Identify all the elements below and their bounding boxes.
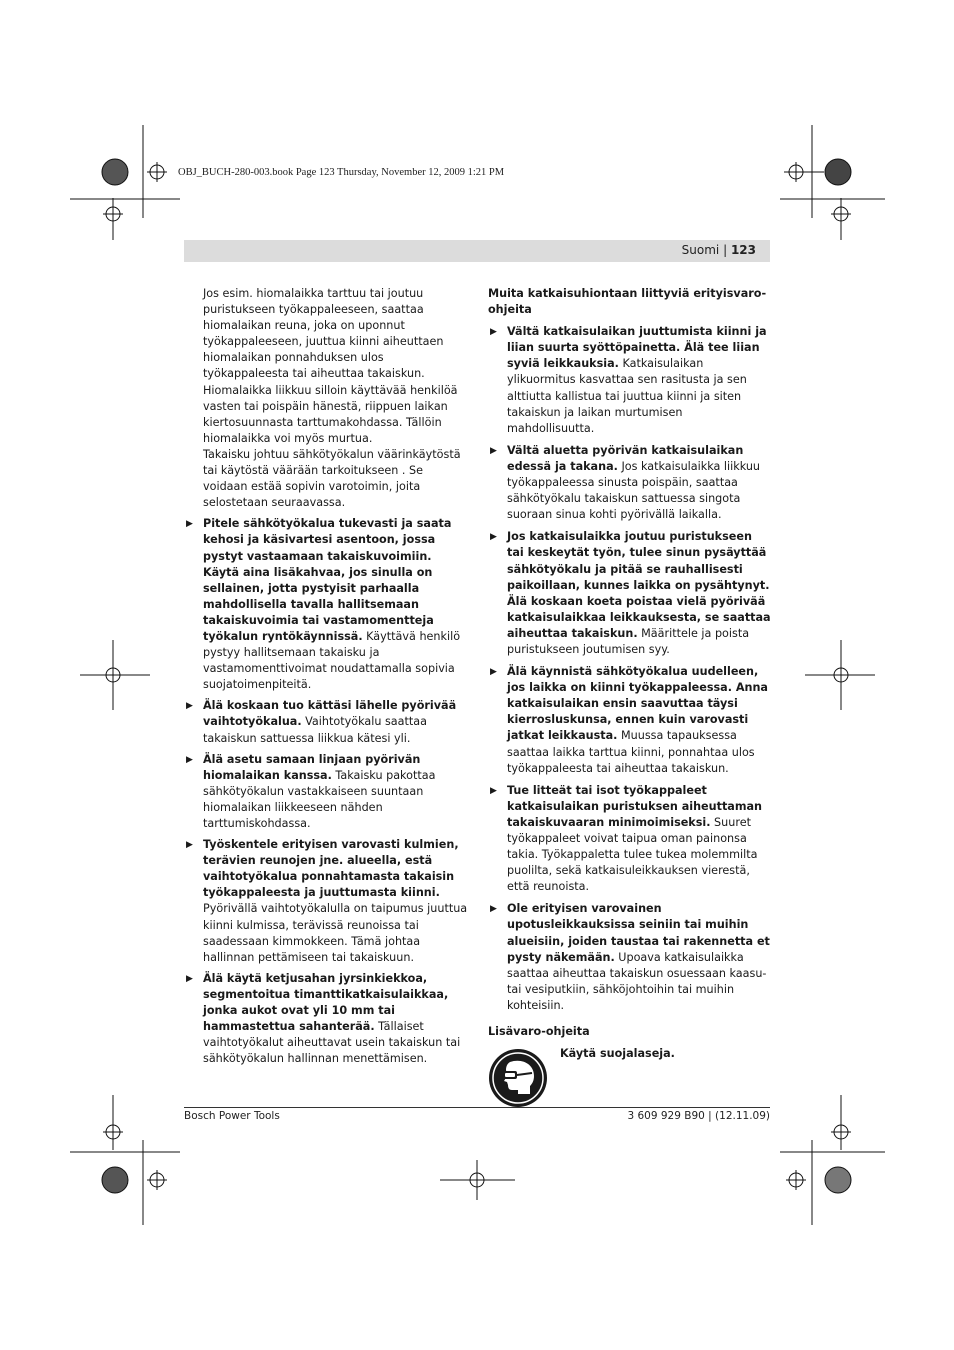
triangle-right-icon: ▶ — [490, 667, 497, 678]
safety-instruction — [488, 664, 772, 777]
safety-instruction — [184, 971, 468, 1068]
triangle-right-icon: ▶ — [490, 785, 497, 796]
safety-instruction — [184, 837, 468, 966]
safety-instruction — [184, 752, 468, 832]
intro-paragraph: Jos esim. hiomalaikka tarttuu tai joutuu puristukseen työkappaleeseen, saattaa hiomalaikan reuna, joka on uponnut työkappaleeseen, juuttua kiinni aiheuttaen hiomalaikan ponnahduksen ulos työkappaleesta tai aiheuttaa takaiskun. Hiomalaikka liikkuu silloin käyttävää henkilöä vasten tai poispäin hänestä, riippuen laikan kiertosuunnasta tarttumakohdassa. Tällöin hiomalaikka voi myös murtua. — [203, 287, 458, 445]
instruction-text: Vaihtotyökalu saattaa takaiskun sattuessa liikkua kätesi yli. — [203, 715, 427, 745]
instruction-text: Pyörivällä vaihtotyökalulla on taipumus juuttua kiinni kulmissa, terävissä reunoissa tai saadessaan kimmokkeen. Tämä johtaa hallinnan pettämiseen tai takaiskuun. — [203, 902, 468, 964]
triangle-right-icon: ▶ — [490, 445, 497, 456]
instruction-text: Upoava katkaisulaikka saattaa aiheuttaa takaiskun osuessaan kaasu- tai vesiputkiin, sähköjohtoihin tai muihin kohteisiin. — [507, 950, 767, 1012]
instruction-text: Katkaisulaikan ylikuormitus kasvattaa sen rasitusta ja sen alttiutta kallistua tai juuttua kiinni ja siten takaiskun ja laikan murtumisen mahdollisuutta. — [507, 357, 747, 435]
instruction-bold: Jos katkaisulaikka joutuu puristukseen tai keskeytät työn, tulee sinun pysäyttää sähkötyökalu ja pitää se rauhallisesti paikoillaan, kunnes laikka on pysähtynyt. Älä koskaan koeta poistaa vielä pyörivää katkaisulaikkaa leikkauksesta, se saattaa aiheuttaa takaiskun. — [507, 530, 771, 640]
triangle-right-icon: ▶ — [186, 754, 193, 765]
safety-instruction — [488, 901, 772, 1014]
safety-instruction — [488, 324, 772, 437]
instruction-text: Käyttävä henkilö pystyy hallitsemaan takaisku ja vastamomenttivoimat noudattamalla sopivia suojatoimenpiteitä. — [203, 629, 461, 692]
safety-instruction — [184, 698, 468, 746]
safety-instruction — [488, 783, 772, 896]
instruction-text: Tällaiset vaihtotyökalut aiheuttavat usein takaiskun tai sähkötyökalun hallinnan menettämisen. — [203, 1020, 461, 1066]
instruction-bold: Ole erityisen varovainen upotusleikkauksissa seiniin tai muihin alueisiin, joiden taustaa tai rakennetta et pysty näkemään. — [507, 902, 770, 964]
triangle-right-icon: ▶ — [490, 904, 497, 915]
instruction-text: Suuret työkappaleet voivat taipua oman painonsa takia. Työkappaletta tulee tukea molemmilta puolilta, sekä katkaisuleikkauksen vierestä, että reunoista. — [507, 815, 758, 894]
safety-instruction — [488, 529, 772, 658]
triangle-right-icon: ▶ — [186, 701, 193, 712]
footer-doc-number: 3 609 929 B90 | (12.11.09) — [627, 1110, 770, 1122]
page-number: 123 — [730, 243, 756, 257]
page-header — [682, 243, 756, 257]
left-column — [184, 286, 468, 1072]
print-file-info: OBJ_BUCH-280-003.book Page 123 Thursday, November 12, 2009 1:21 PM — [178, 167, 505, 178]
triangle-right-icon: ▶ — [490, 327, 497, 338]
goggles-label: Käytä suojalaseja. — [560, 1047, 675, 1061]
triangle-right-icon: ▶ — [490, 532, 497, 543]
footer-divider — [184, 1107, 770, 1108]
instruction-text: Määrittele ja poista puristukseen joutumisen syy. — [507, 626, 750, 656]
safety-instruction — [488, 443, 772, 523]
triangle-right-icon: ▶ — [186, 840, 193, 851]
footer-brand: Bosch Power Tools — [184, 1110, 280, 1122]
instruction-bold: Vältä aluetta pyörivän katkaisulaikan edessä ja takana. — [507, 443, 744, 473]
section-heading: Muita katkaisuhiontaan liittyviä erityisvaro-ohjeita — [488, 287, 767, 317]
triangle-right-icon: ▶ — [186, 973, 193, 984]
instruction-bold: Älä käytä ketjusahan jyrsinkiekkoa, segmentoitua timanttikatkaisulaikkaa, jonka aukot ovat yli 10 mm tai hammastettua sahanterää. — [203, 971, 449, 1034]
instruction-bold: Pitele sähkötyökalua tukevasti ja saata kehosi ja käsivartesi asentoon, jossa pystyt vastaamaan takaiskuvoimiin. Käytä aina lisäkahvaa, jos sinulla on sellainen, jotta pystyisit parhaalla mahdollisella tavalla hallitsemaan takaiskuvoimia tai vastamomentteja työkalun ryntökäynnissä. — [203, 517, 452, 643]
instruction-text: Jos katkaisulaikka liikkuu työkappaleessa sinusta poispäin, saattaa sähkötyökalu takaiskun sattuessa singota suoraan sinua kohti pyörivällä laikalla. — [507, 459, 761, 522]
header-language: Suomi — [681, 243, 720, 257]
additional-heading: Lisävaro-ohjeita — [488, 1025, 590, 1039]
instruction-text: Takaisku pakottaa sähkötyökalun vastakkaiseen suuntaan hiomalaikan liikkeeseen nähden tarttumiskohdassa. — [203, 768, 436, 830]
triangle-right-icon: ▶ — [186, 519, 193, 530]
instruction-bold: Vältä katkaisulaikan juuttumista kiinni ja liian suurta syöttöpainetta. Älä tee liian syviä leikkauksia. — [507, 325, 767, 371]
instruction-bold: Älä koskaan tuo kättäsi lähelle pyörivää vaihtotyökalua. — [203, 699, 457, 729]
page-header-bar — [184, 240, 770, 262]
header-separator: | — [719, 243, 731, 257]
safety-goggles-notice — [488, 1046, 772, 1116]
instruction-bold: Älä käynnistä sähkötyökalua uudelleen, jos laikka on kiinni työkappaleessa. Anna katkaisulaikan ensin saavuttaa täysi kierrosluskunsa, ennen kuin varovasti jatkat leikkausta. — [507, 665, 768, 743]
intro-paragraph: Takaisku johtuu sähkötyökalun väärinkäytöstä tai käytöstä väärään tarkoitukseen . Se voidaan estää sopivin varotoimin, joita selostetaan seuraavassa. — [203, 447, 461, 510]
safety-goggles-icon — [488, 1048, 548, 1108]
instruction-bold: Työskentele erityisen varovasti kulmien, terävien reunojen jne. alueella, estä vaihtotyökalua ponnahtamasta takaisin työkappaleesta ja juuttumasta kiinni. — [203, 838, 459, 900]
instruction-bold: Älä asetu samaan linjaan pyörivän hiomalaikan kanssa. — [203, 752, 421, 782]
instruction-text: Muussa tapauksessa saattaa laikka tarttua kiinni, ponnahtaa ulos työkappaleesta tai aiheuttaa takaiskun. — [507, 729, 755, 775]
instruction-bold: Tue litteät tai isot työkappaleet katkaisulaikan puristuksen aiheuttaman takaiskuvaaran minimoimiseksi. — [507, 783, 763, 829]
safety-instruction — [184, 516, 468, 693]
right-column — [488, 286, 772, 1116]
